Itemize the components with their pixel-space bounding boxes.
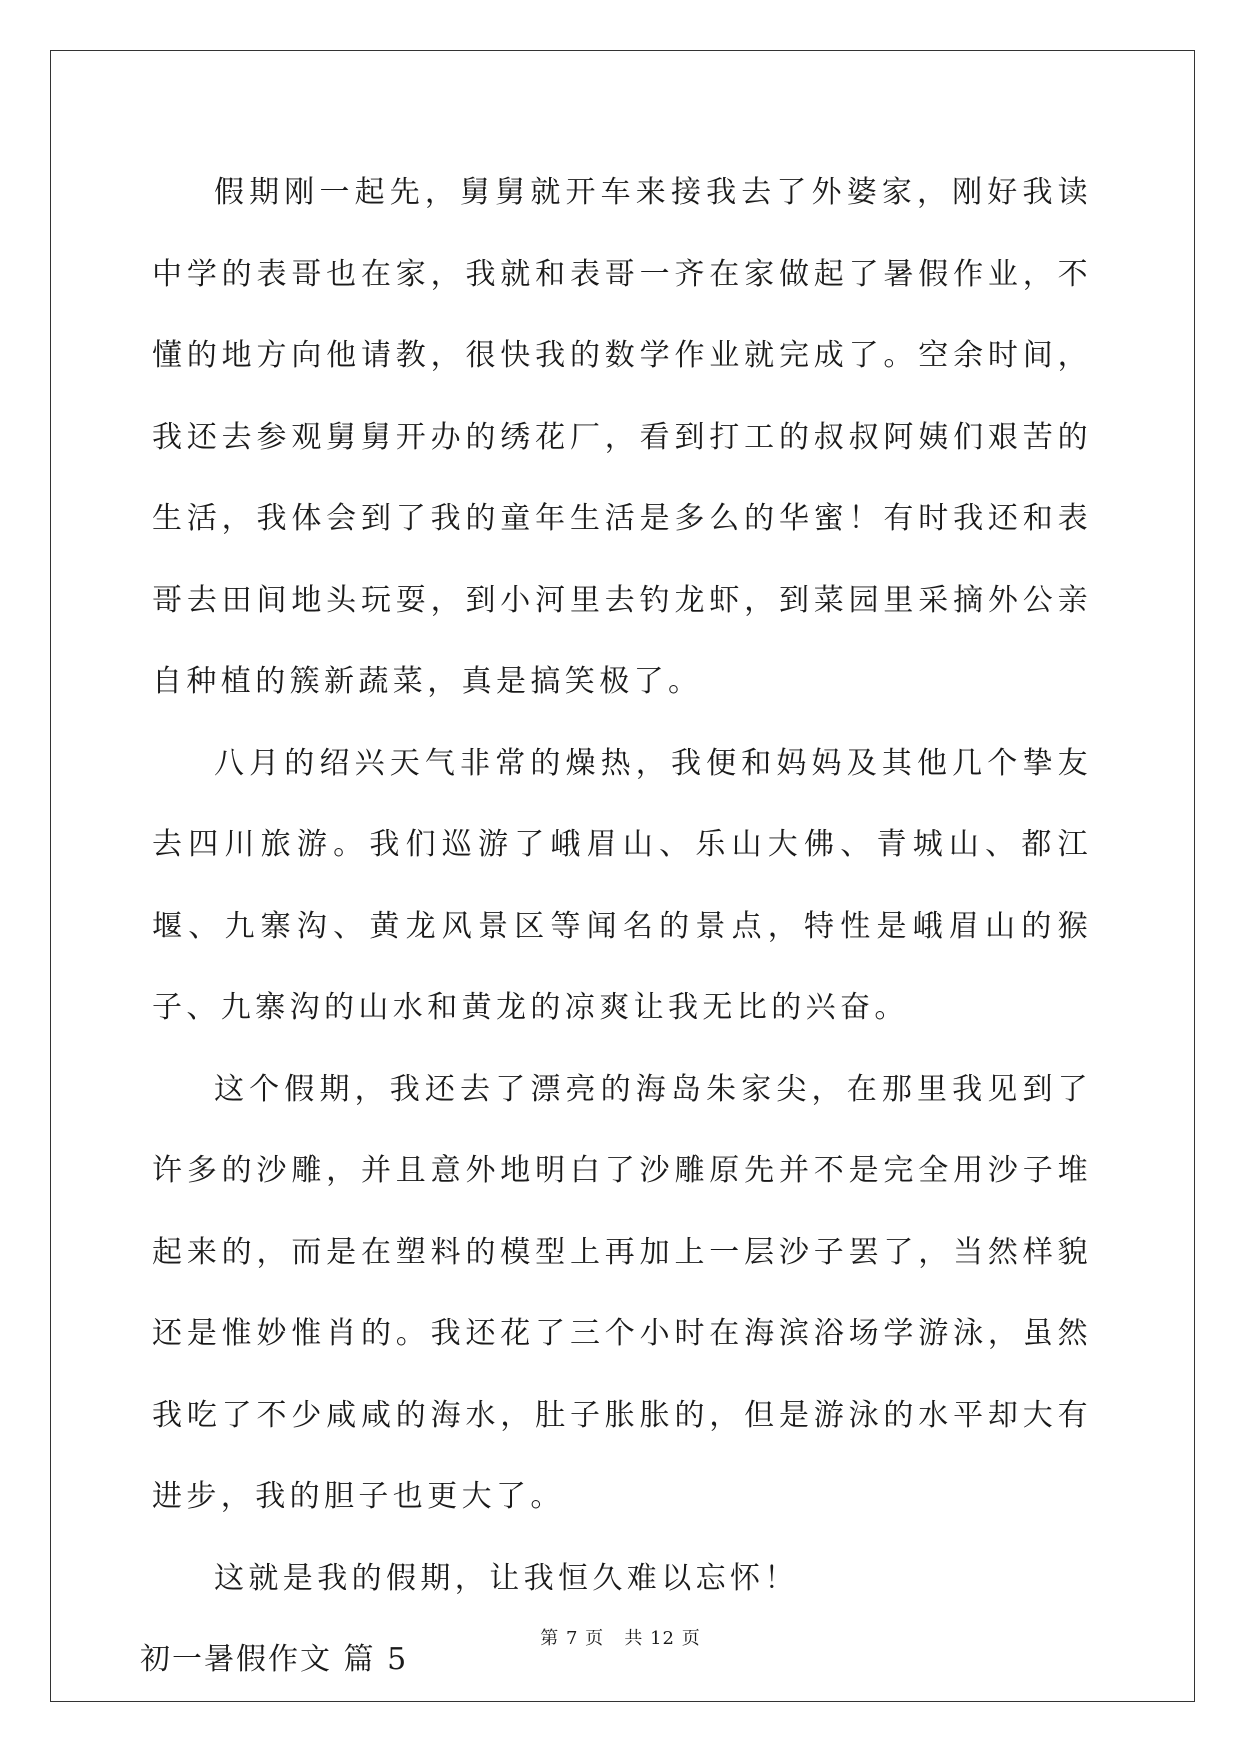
page-footer — [0, 1624, 1241, 1650]
paragraph-2: 八月的绍兴天气非常的燥热，我便和妈妈及其他几个挚友去四川旅游。我们巡游了峨眉山、乐山大佛、青城山、都江堰、九寨沟、黄龙风景区等闻名的景点，特性是峨眉山的猴子、九寨沟的山水和黄龙的凉爽让我无比的兴奋。 — [152, 745, 1092, 1025]
page-number-current: 第 7 页 — [540, 1628, 605, 1649]
paragraph-1: 假期刚一起先，舅舅就开车来接我去了外婆家，刚好我读中学的表哥也在家，我就和表哥一齐在家做起了暑假作业，不懂的地方向他请教，很快我的数学作业就完成了。空余时间，我还去参观舅舅开办的绣花厂，看到打工的叔叔阿姨们艰苦的生活，我体会到了我的童年生活是多么的华蜜！有时我还和表哥去田间地头玩耍，到小河里去钓龙虾，到菜园里采摘外公亲自种植的簇新蔬菜，真是搞笑极了。 — [152, 175, 1092, 699]
page-number-total: 共 12 页 — [624, 1628, 701, 1649]
paragraph-3: 这个假期，我还去了漂亮的海岛朱家尖，在那里我见到了许多的沙雕，并且意外地明白了沙雕原先并不是完全用沙子堆起来的，而是在塑料的模型上再加上一层沙子罢了，当然样貌还是惟妙惟肖的。我还花了三个小时在海滨浴场学游泳，虽然我吃了不少咸咸的海水，肚子胀胀的，但是游泳的水平却大有进步，我的胆子也更大了。 — [152, 1071, 1092, 1514]
paragraph-4: 这就是我的假期，让我恒久难以忘怀！ — [214, 1560, 799, 1596]
section-title: 初一暑假作文 篇 5 — [140, 1642, 409, 1677]
document-body — [140, 152, 1092, 1701]
